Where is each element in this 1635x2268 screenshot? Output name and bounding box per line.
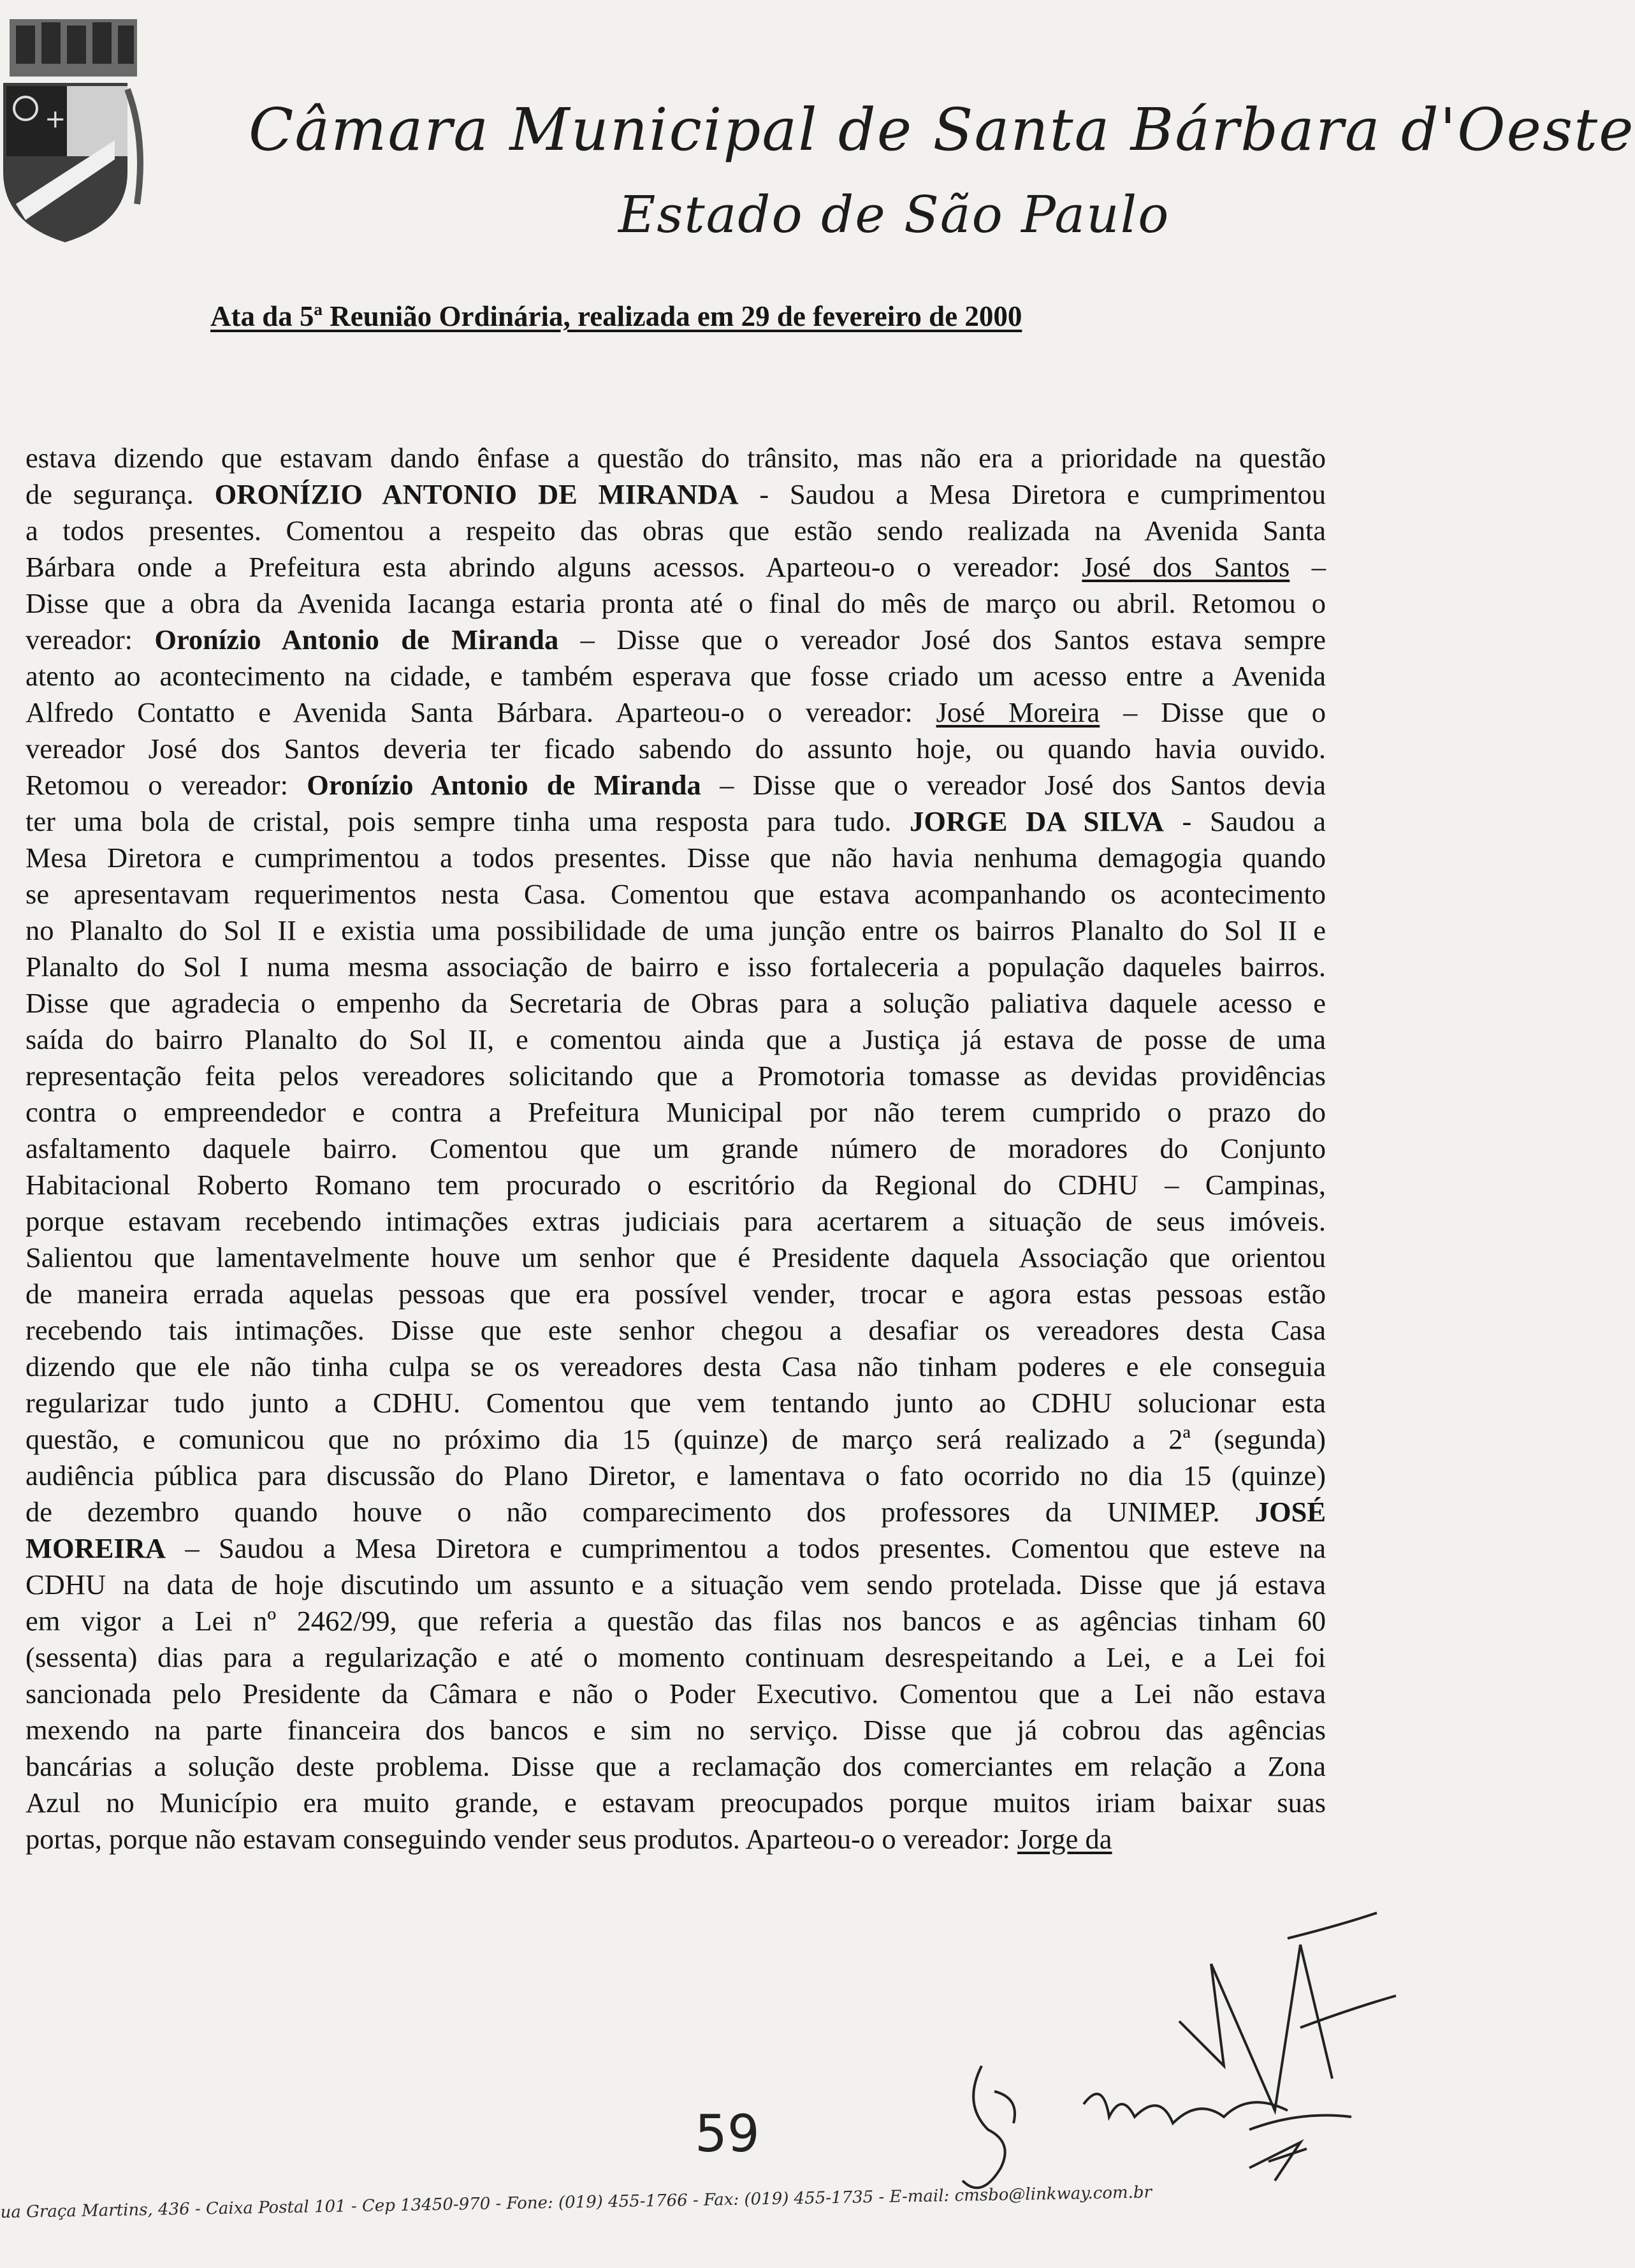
- text-line: [25, 1240, 1326, 1276]
- line-segment: bancárias a solução deste problema. Disse que a reclamação dos comerciantes em relação a Zona: [25, 1750, 1326, 1782]
- line-segment: Alfredo Contatto e Avenida Santa Bárbara. Aparteou-o o vereador:: [25, 696, 936, 728]
- line-segment: ter uma bola de cristal, pois sempre tinha uma resposta para tudo.: [25, 805, 910, 837]
- line-segment: atento ao acontecimento na cidade, e também esperava que fosse criado um acesso entre a Avenida: [25, 660, 1326, 692]
- line-segment: vereador José dos Santos deveria ter ficado sabendo do assunto hoje, ou quando havia ouvido.: [25, 733, 1326, 765]
- line-segment: contra o empreendedor e contra a Prefeitura Municipal por não terem cumprido o prazo do: [25, 1096, 1326, 1128]
- line-segment: – Disse que o vereador José dos Santos estava sempre: [558, 624, 1326, 655]
- text-line: [25, 1821, 1326, 1857]
- text-line: [25, 985, 1326, 1021]
- line-segment: – Disse que o vereador José dos Santos devia: [701, 769, 1326, 801]
- line-segment: Bárbara onde a Prefeitura esta abrindo alguns acessos. Aparteou-o o vereador:: [25, 551, 1082, 583]
- text-line: [25, 1167, 1326, 1203]
- line-segment: questão, e comunicou que no próximo dia 15 (quinze) de março será realizado a 2ª (segunda): [25, 1423, 1326, 1455]
- speaker-name: JORGE DA SILVA: [910, 805, 1164, 837]
- text-line: [25, 1276, 1326, 1312]
- line-segment: sancionada pelo Presidente da Câmara e não o Poder Executivo. Comentou que a Lei não estava: [25, 1678, 1326, 1709]
- text-line: [25, 440, 1326, 476]
- text-line: [25, 549, 1326, 585]
- line-segment: – Saudou a Mesa Diretora e cumprimentou a todos presentes. Comentou que esteve na: [166, 1532, 1326, 1564]
- text-line: [25, 1603, 1326, 1639]
- text-line: [25, 1748, 1326, 1785]
- text-line: [25, 1567, 1326, 1603]
- text-line: [25, 1094, 1326, 1130]
- text-line: [25, 949, 1326, 985]
- text-line: [25, 1639, 1326, 1676]
- speaker-name: Oronízio Antonio de Miranda: [307, 769, 701, 801]
- text-line: [25, 1421, 1326, 1458]
- text-line: [25, 876, 1326, 912]
- line-segment: de maneira errada aquelas pessoas que era possível vender, trocar e agora estas pessoas estão: [25, 1278, 1326, 1310]
- line-segment: saída do bairro Planalto do Sol II, e comentou ainda que a Justiça já estava de posse de uma: [25, 1023, 1326, 1055]
- footer-text: ua Graça Martins, 436 - Caixa Postal 101 - Cep 13450-970 - Fone: (019) 455-1766 - Fax: (019) 455-1735 - E-mail: cmsbo@linkway.com.br: [0, 2183, 1152, 2222]
- text-line: [25, 803, 1326, 840]
- line-segment: Mesa Diretora e cumprimentou a todos presentes. Disse que não havia nenhuma demagogia quando: [25, 842, 1326, 874]
- line-segment: em vigor a Lei nº 2462/99, que referia a questão das filas nos bancos e as agências tinham 60: [25, 1605, 1326, 1637]
- line-segment: asfaltamento daquele bairro. Comentou que um grande número de moradores do Conjunto: [25, 1132, 1326, 1164]
- text-line: [25, 1785, 1326, 1821]
- text-line: [25, 1203, 1326, 1240]
- line-segment: Habitacional Roberto Romano tem procurado o escritório da Regional do CDHU – Campinas,: [25, 1169, 1326, 1201]
- coat-of-arms-icon: [0, 13, 147, 249]
- speaker-name: Oronízio Antonio de Miranda: [154, 624, 559, 655]
- line-segment: – Disse que o: [1100, 696, 1326, 728]
- text-line: [25, 1385, 1326, 1421]
- line-segment: - Saudou a: [1163, 805, 1326, 837]
- text-line: [25, 912, 1326, 949]
- line-segment: de dezembro quando houve o não comparecimento dos professores da UNIMEP.: [25, 1496, 1255, 1528]
- line-segment: vereador:: [25, 624, 155, 655]
- aparte-name: José Moreira: [936, 696, 1100, 728]
- footer-address: [0, 2165, 1444, 2241]
- line-segment: Retomou o vereador:: [25, 769, 307, 801]
- text-line: [25, 622, 1326, 658]
- text-line: [25, 1712, 1326, 1748]
- line-segment: Disse que agradecia o empenho da Secretaria de Obras para a solução paliativa daquele acesso e: [25, 987, 1326, 1019]
- text-line: [25, 1021, 1326, 1058]
- line-segment: a todos presentes. Comentou a respeito das obras que estão sendo realizada na Avenida Santa: [25, 515, 1326, 546]
- line-segment: representação feita pelos vereadores solicitando que a Promotoria tomasse as devidas providências: [25, 1060, 1326, 1092]
- text-line: [25, 1676, 1326, 1712]
- minutes-title: Ata da 5ª Reunião Ordinária, realizada em 29 de fevereiro de 2000: [210, 300, 1022, 332]
- text-line: [25, 513, 1326, 549]
- line-segment: Azul no Município era muito grande, e estavam preocupados porque muitos iriam baixar suas: [25, 1787, 1326, 1818]
- line-segment: Planalto do Sol I numa mesma associação de bairro e isso fortaleceria a população daqueles bairros.: [25, 951, 1326, 983]
- text-line: [25, 1458, 1326, 1494]
- text-line: [25, 658, 1326, 694]
- text-line: [25, 1058, 1326, 1094]
- aparte-name: José dos Santos: [1082, 551, 1290, 583]
- text-line: [25, 1312, 1326, 1349]
- text-line: [25, 1494, 1326, 1530]
- line-segment: no Planalto do Sol II e existia uma possibilidade de uma junção entre os bairros Planalto do Sol II e: [25, 914, 1326, 946]
- line-segment: regularizar tudo junto a CDHU. Comentou que vem tentando junto ao CDHU solucionar esta: [25, 1387, 1326, 1419]
- line-segment: de segurança.: [25, 478, 215, 510]
- line-segment: - Saudou a Mesa Diretora e cumprimentou: [738, 478, 1326, 510]
- minutes-body: [25, 440, 1326, 1857]
- text-line: [25, 1130, 1326, 1167]
- speaker-name: JOSÉ: [1254, 1496, 1326, 1528]
- line-segment: dizendo que ele não tinha culpa se os vereadores desta Casa não tinham poderes e ele conseguia: [25, 1350, 1326, 1382]
- line-segment: estava dizendo que estavam dando ênfase a questão do trânsito, mas não era a prioridade na questão: [25, 442, 1326, 474]
- text-line: [25, 767, 1326, 803]
- line-segment: Disse que a obra da Avenida Iacanga estaria pronta até o final do mês de março ou abril. Retomou o: [25, 587, 1326, 619]
- speaker-name: MOREIRA: [25, 1532, 166, 1564]
- svg-text:+: +: [45, 105, 66, 134]
- text-line: [25, 476, 1326, 513]
- line-segment: –: [1290, 551, 1326, 583]
- line-segment: (sessenta) dias para a regularização e até o momento continuam desrespeitando a Lei, e a Lei foi: [25, 1641, 1326, 1673]
- speaker-name: ORONÍZIO ANTONIO DE MIRANDA: [214, 478, 739, 510]
- line-segment: CDHU na data de hoje discutindo um assunto e a situação vem sendo protelada. Disse que já estava: [25, 1569, 1326, 1600]
- line-segment: mexendo na parte financeira dos bancos e sim no serviço. Disse que já cobrou das agências: [25, 1714, 1326, 1746]
- line-segment: porque estavam recebendo intimações extras judiciais para acertarem a situação de seus imóveis.: [25, 1205, 1326, 1237]
- line-segment: se apresentavam requerimentos nesta Casa. Comentou que estava acompanhando os acontecimento: [25, 878, 1326, 910]
- line-segment: audiência pública para discussão do Plano Diretor, e lamentava o fato ocorrido no dia 15 (quinze): [25, 1460, 1326, 1491]
- text-line: [25, 694, 1326, 731]
- state-subtitle: Estado de São Paulo: [618, 185, 1170, 244]
- aparte-name: Jorge da: [1017, 1823, 1112, 1855]
- text-line: [25, 1349, 1326, 1385]
- text-line: [25, 1530, 1326, 1567]
- line-segment: recebendo tais intimações. Disse que este senhor chegou a desafiar os vereadores desta Casa: [25, 1314, 1326, 1346]
- text-line: [25, 840, 1326, 876]
- institution-title: Câmara Municipal de Santa Bárbara d'Oeste: [249, 96, 1635, 164]
- line-segment: portas, porque não estavam conseguindo vender seus produtos. Aparteou-o o vereador:: [25, 1823, 1017, 1855]
- page-number: 59: [695, 2104, 760, 2163]
- text-line: [25, 585, 1326, 622]
- line-segment: Salientou que lamentavelmente houve um senhor que é Presidente daquela Associação que orientou: [25, 1241, 1326, 1273]
- text-line: [25, 731, 1326, 767]
